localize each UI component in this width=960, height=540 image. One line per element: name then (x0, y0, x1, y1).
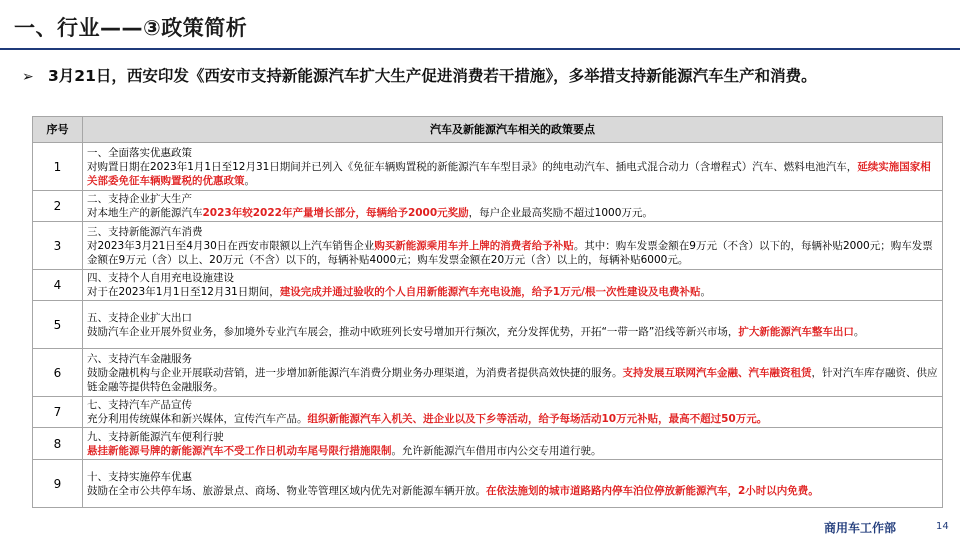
row-index: 8 (33, 428, 83, 460)
row-content (83, 460, 943, 508)
table-row (33, 270, 943, 301)
arrow-bullet-icon: ➢ (22, 69, 34, 85)
highlighted-text: 组织新能源汽车入机关、进企业以及下乡等活动，给予每场活动10万元补贴，最高不超过50万元。 (307, 413, 768, 425)
detail-text: 鼓励在全市公共停车场、旅游景点、商场、物业等管理区域内优先对新能源车辆开放。 (87, 484, 486, 497)
row-content (83, 397, 943, 428)
highlighted-text: 支持发展互联网汽车金融、汽车融资租赁 (622, 366, 812, 379)
policy-detail (87, 325, 938, 339)
policy-title: 一、全面落实优惠政策 (87, 146, 192, 159)
detail-text: 对2023年3月21日至4月30日在西安市限额以上汽车销售企业 (87, 239, 375, 252)
row-content (83, 222, 943, 270)
row-content (83, 270, 943, 301)
title-divider (0, 48, 960, 50)
policy-detail (87, 206, 938, 220)
detail-text: 对于在2023年1月1日至12月31日期间， (87, 286, 280, 298)
page-number: 14 (936, 521, 949, 532)
table-row (33, 428, 943, 460)
row-index: 7 (33, 397, 83, 428)
detail-text: 充分利用传统媒体和新兴媒体，宣传汽车产品。 (87, 413, 308, 425)
detail-text: 。其中：购车发票金额在9万元（不含）以下的，每辆补贴2000元；购车发票金额在9万元（含）以上、20万元（不含）以下的，每辆补贴4000元；购车发票金额在20万元（含）以上的，每辆补贴6000元。 (87, 239, 933, 266)
policy-title: 十、支持实施停车优惠 (87, 470, 192, 483)
policy-title: 六、支持汽车金融服务 (87, 352, 192, 365)
highlighted-text: 建设完成并通过验收的个人自用新能源汽车充电设施，给予1万元/根一次性建设及电费补贴 (279, 286, 701, 298)
table-header-row (33, 117, 943, 143)
policy-title: 三、支持新能源汽车消费 (87, 225, 203, 238)
header-index: 序号 (33, 117, 83, 143)
detail-text: 鼓励金融机构与企业开展联动营销，进一步增加新能源汽车消费分期业务办理渠道，为消费者提供高效快捷的服务。 (87, 366, 623, 379)
table-row (33, 349, 943, 397)
detail-text: 。允许新能源汽车借用市内公交专用道行驶。 (391, 444, 602, 457)
policy-detail (87, 484, 938, 498)
headline (22, 64, 952, 86)
row-content (83, 143, 943, 191)
row-index: 5 (33, 301, 83, 349)
row-index: 3 (33, 222, 83, 270)
header-content: 汽车及新能源汽车相关的政策要点 (83, 117, 943, 143)
detail-text: ，针对汽车库存融资、供应链金融等提供特色金融服务。 (87, 366, 938, 393)
headline-text: 3月21日，西安印发《西安市支持新能源汽车扩大生产促进消费若干措施》，多举措支持新能源汽车生产和消费。 (48, 67, 817, 85)
policy-detail (87, 366, 938, 394)
policy-detail (87, 285, 938, 299)
highlighted-text: 悬挂新能源号牌的新能源汽车不受工作日机动车尾号限行措施限制 (87, 444, 392, 457)
row-index: 1 (33, 143, 83, 191)
detail-text: 。 (853, 325, 865, 338)
table-row (33, 397, 943, 428)
row-content (83, 301, 943, 349)
detail-text: 鼓励汽车企业开展外贸业务，参加境外专业汽车展会，推动中欧班列长安号增加开行频次，充分发挥优势，开拓“一带一路”沿线等新兴市场， (87, 325, 739, 338)
policy-detail (87, 160, 938, 188)
policy-title: 四、支持个人自用充电设施建设 (87, 272, 234, 284)
policy-detail (87, 239, 938, 267)
detail-text: ，每户企业最高奖励不超过1000万元。 (468, 207, 653, 219)
table-row (33, 191, 943, 222)
policy-detail (87, 412, 938, 426)
slide-title: 一、行业——③政策简析 (14, 16, 248, 40)
detail-text: 。 (700, 286, 711, 298)
footer-brand: 商用车工作部 (824, 521, 897, 535)
highlighted-text: 延续实施国家相关部委免征车辆购置税的优惠政策 (87, 160, 931, 187)
table-row (33, 143, 943, 191)
policy-title: 二、支持企业扩大生产 (87, 193, 192, 205)
policy-table (32, 116, 943, 508)
row-index: 4 (33, 270, 83, 301)
table-row (33, 222, 943, 270)
row-index: 2 (33, 191, 83, 222)
highlighted-text: 扩大新能源汽车整车出口 (738, 325, 854, 338)
table-row (33, 301, 943, 349)
row-index: 9 (33, 460, 83, 508)
policy-title: 九、支持新能源汽车便利行驶 (87, 430, 224, 443)
policy-title: 五、支持企业扩大出口 (87, 311, 192, 324)
highlighted-text: 购买新能源乘用车并上牌的消费者给予补贴 (374, 239, 574, 252)
highlighted-text: 2023年较2022年产量增长部分，每辆给予2000元奖励 (202, 207, 469, 219)
row-content (83, 191, 943, 222)
row-content (83, 428, 943, 460)
row-index: 6 (33, 349, 83, 397)
highlighted-text: 在依法施划的城市道路路内停车泊位停放新能源汽车，2小时以内免费。 (486, 484, 819, 497)
detail-text: 对本地生产的新能源汽车 (87, 207, 203, 219)
policy-detail (87, 444, 938, 458)
policy-title: 七、支持汽车产品宣传 (87, 399, 192, 411)
row-content (83, 349, 943, 397)
detail-text: 。 (244, 174, 255, 187)
detail-text: 对购置日期在2023年1月1日至12月31日期间并已列入《免征车辆购置税的新能源汽车车型目录》的纯电动汽车、插电式混合动力（含增程式）汽车、燃料电池汽车， (87, 160, 858, 173)
table-row (33, 460, 943, 508)
